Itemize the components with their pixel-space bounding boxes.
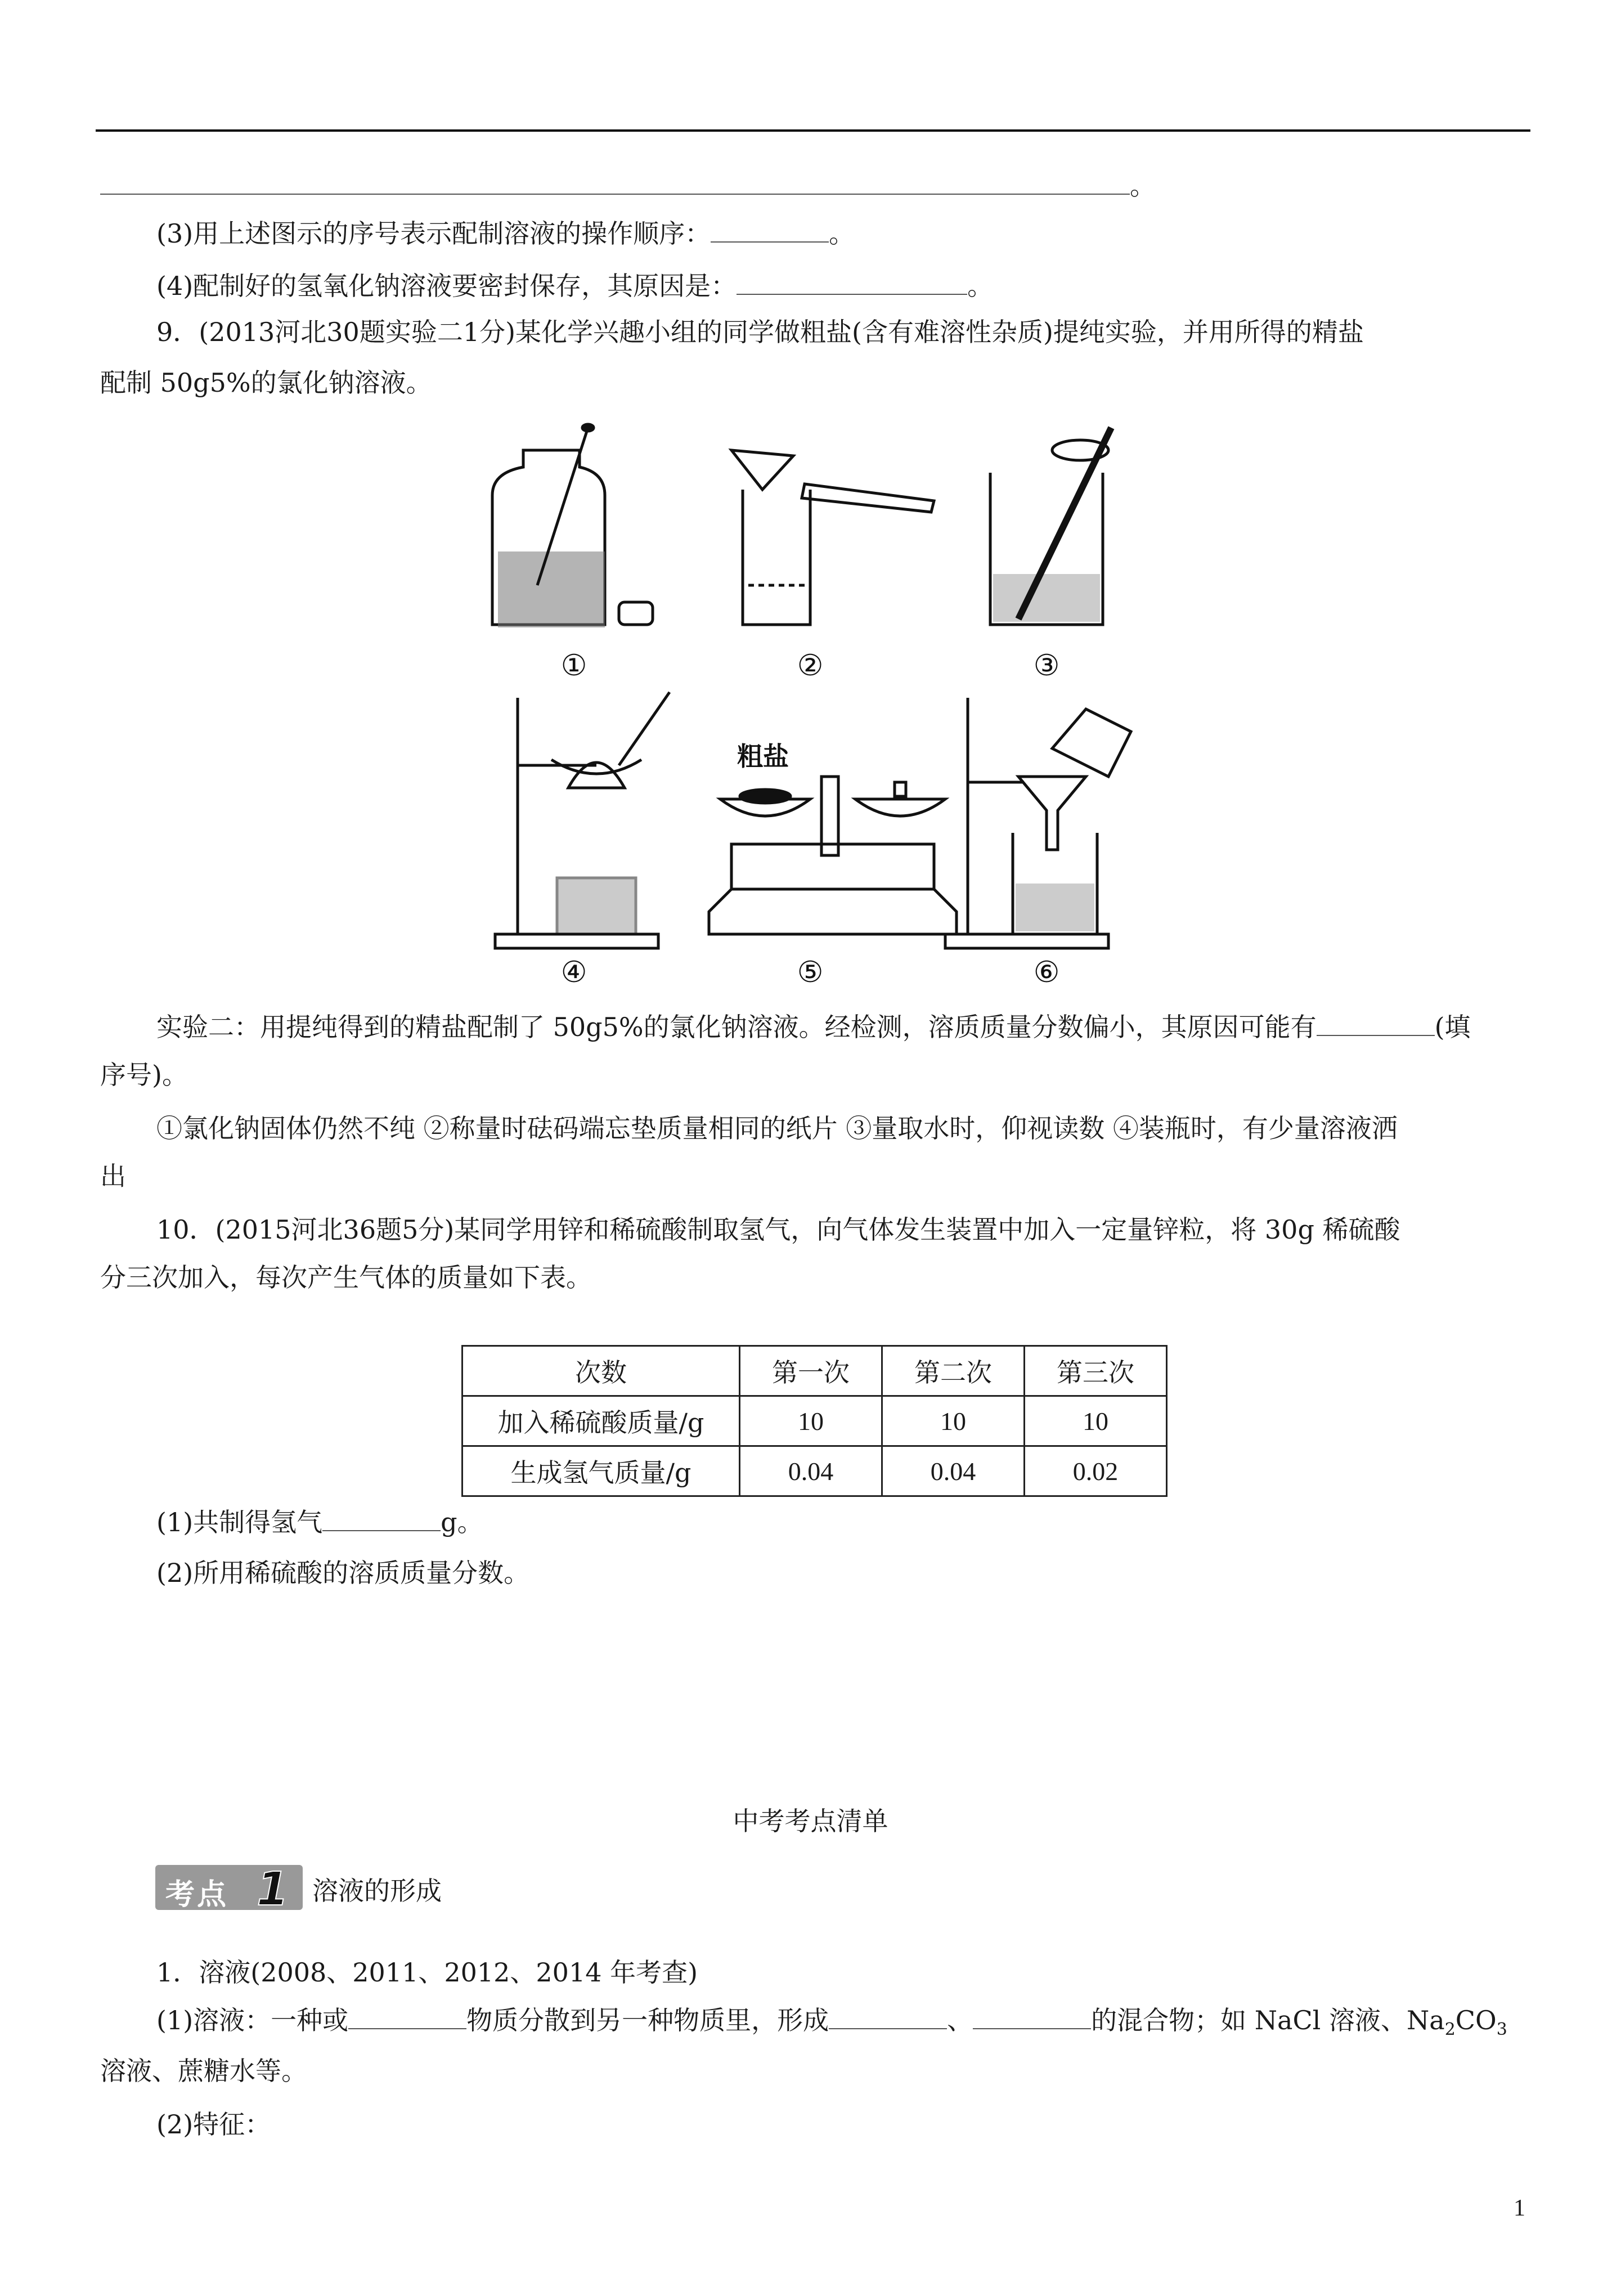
svg-text:③: ③ [1033,649,1060,683]
q9-stem-line1: 9．(2013河北30题实验二1分)某化学兴趣小组的同学做粗盐(含有难溶性杂质)提纯实验，并用所得的精盐 [156,317,1364,347]
table-row: 生成氢气质量/g 0.04 0.04 0.02 [462,1446,1167,1496]
answer-blank[interactable] [737,273,967,295]
kaodian-badge: 考点 1 [155,1865,303,1910]
svg-text:②: ② [797,649,824,683]
section-p1: (1)溶液：一种或 物质分散到另一种物质里，形成 、 的混合物；如 NaCl 溶液、$Na_2CO_3$ [156,2005,1507,2040]
q9-options-line2: 出 [100,1161,126,1191]
filtration-drawing [945,698,1131,948]
q9-stem-line2: 配制 50g5%的氯化钠溶液。 [100,367,432,398]
q10-stem-line1: 10．(2015河北36题5分)某同学用锌和稀硫酸制取氢气，向气体发生装置中加入一定量锌粒，将 30g 稀硫酸 [156,1214,1400,1245]
table-header-row: 次数 第一次 第二次 第三次 [462,1346,1167,1396]
badge-title: 溶液的形成 [312,1876,442,1906]
q8-part3: (3)用上述图示的序号表示配制溶液的操作顺序： 。 [156,218,855,249]
answer-blank[interactable] [973,2008,1091,2029]
answer-blank[interactable] [1317,1015,1435,1036]
q10-stem-line2: 分三次加入，每次产生气体的质量如下表。 [100,1262,592,1293]
answer-blank[interactable] [322,1510,441,1531]
balance-drawing [709,741,957,934]
reagent-jar-drawing [492,424,653,627]
answer-blank[interactable] [348,2008,466,2029]
answer-blank[interactable] [100,173,1130,195]
table-row: 加入稀硫酸质量/g 10 10 10 [462,1396,1167,1446]
answer-blank[interactable] [829,2008,947,2029]
stirring-drawing [990,428,1111,625]
svg-text:①: ① [560,649,587,683]
answer-blank[interactable] [711,221,829,243]
svg-text:④: ④ [560,956,587,989]
svg-text:粗盐: 粗盐 [737,741,789,772]
section-item1: 1．溶液(2008、2011、2012、2014 年考查) [156,1957,698,1988]
evaporation-drawing [495,692,670,948]
svg-text:⑥: ⑥ [1033,956,1060,989]
experiment-figure [484,416,1182,990]
pouring-drawing [731,450,934,625]
section-p1-line2: 溶液、蔗糖水等。 [100,2056,307,2086]
q9-exp2-line1: 实验二：用提纯得到的精盐配制了 50g5%的氯化钠溶液。经检测，溶质质量分数偏小，其原因可能有 (填 [156,1012,1471,1042]
q9-options-line1: ①氯化钠固体仍然不纯 ②称量时砝码端忘垫质量相同的纸片 ③量取水时，仰视读数 ④装瓶时，有少量溶液洒 [156,1113,1398,1143]
page-number: 1 [1514,2195,1525,2221]
answer-line: 。 [100,169,1156,203]
q8-part4: (4)配制好的氢氧化钠溶液要密封保存，其原因是： 。 [156,271,994,301]
svg-text:⑤: ⑤ [797,956,824,989]
q9-exp2-line2: 序号)。 [100,1060,188,1090]
hydrogen-table [461,1345,1168,1497]
section-heading: 中考考点清单 [733,1806,888,1836]
header-rule [96,129,1530,132]
q10-part2: (2)所用稀硫酸的溶质质量分数。 [156,1558,530,1588]
q10-part1: (1)共制得氢气 g。 [156,1507,483,1537]
section-p2: (2)特征： [156,2109,271,2140]
